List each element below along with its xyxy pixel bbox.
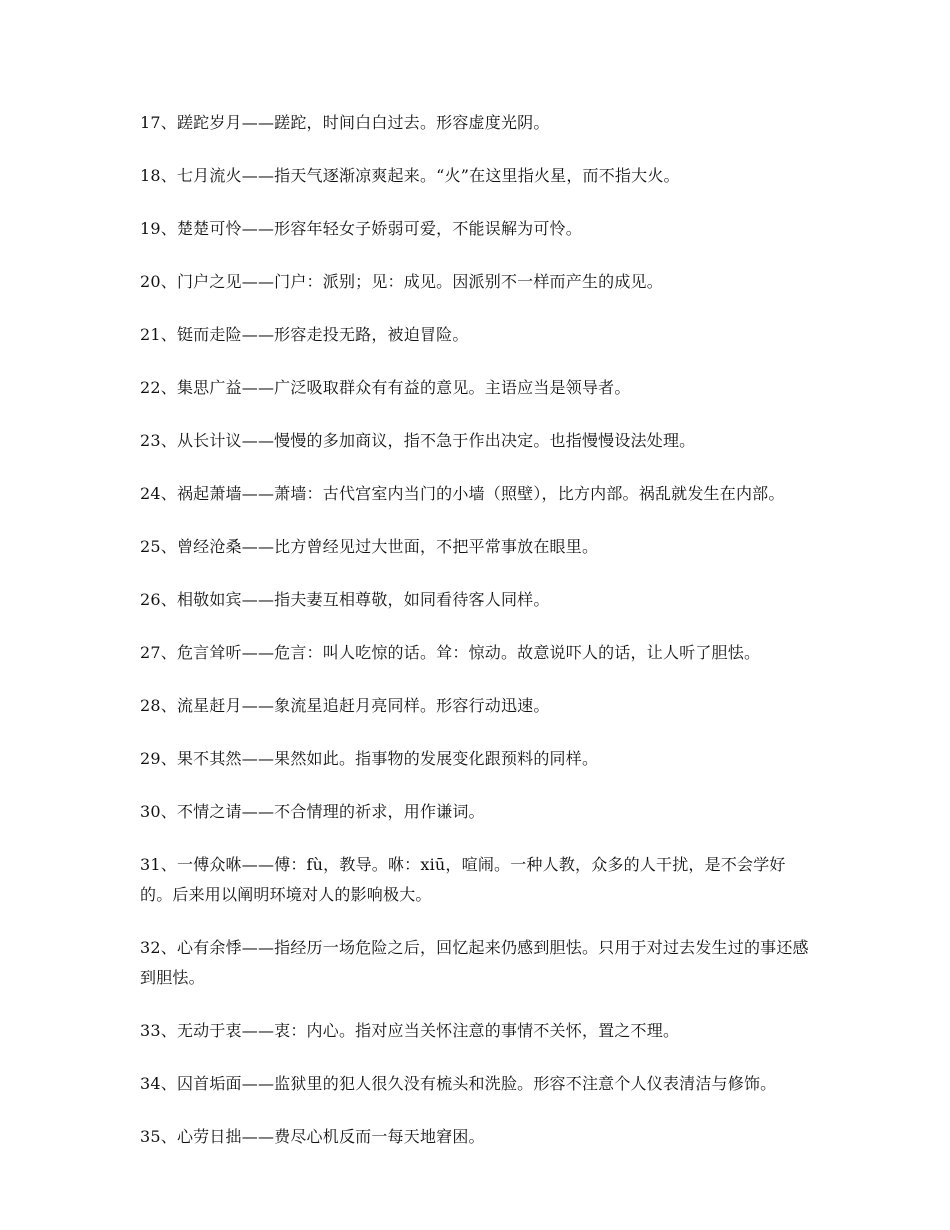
- idiom-entry-18: 18、七月流火——指天气逐渐凉爽起来。“火”在这里指火星，而不指大火。: [140, 166, 680, 185]
- idiom-entry-27: 27、危言耸听——危言：叫人吃惊的话。耸：惊动。故意说吓人的话，让人听了胆怯。: [140, 643, 761, 662]
- idiom-entry-17: 17、蹉跎岁月——蹉跎，时间白白过去。形容虚度光阴。: [140, 113, 550, 132]
- idiom-entry-21: 21、铤而走险——形容走投无路，被迫冒险。: [140, 325, 469, 344]
- idiom-entry-26: 26、相敬如宾——指夫妻互相尊敬，如同看待客人同样。: [140, 590, 550, 609]
- idiom-entry-19: 19、楚楚可怜——形容年轻女子娇弱可爱，不能误解为可怜。: [140, 219, 582, 238]
- idiom-list: [140, 108, 812, 1175]
- idiom-entry-24: 24、祸起萧墙——萧墙：古代宫室内当门的小墙（照壁），比方内部。祸乱就发生在内部。: [140, 484, 785, 503]
- idiom-entry-22: 22、集思广益——广泛吸取群众有有益的意见。主语应当是领导者。: [140, 378, 631, 397]
- idiom-entry-32: 32、心有余悸——指经历一场危险之后，回忆起来仍感到胆怯。只用于对过去发生过的事还感到胆怯。: [140, 938, 809, 987]
- idiom-entry-20: 20、门户之见——门户：派别；见：成见。因派别不一样而产生的成见。: [140, 272, 663, 291]
- idiom-entry-33: 33、无动于衷——衷：内心。指对应当关怀注意的事情不关怀，置之不理。: [140, 1021, 680, 1040]
- idiom-entry-23: 23、从长计议——慢慢的多加商议，指不急于作出决定。也指慢慢设法处理。: [140, 431, 696, 450]
- idiom-entry-35: 35、心劳日拙——费尽心机反而一每天地窘困。: [140, 1127, 485, 1146]
- idiom-entry-28: 28、流星赶月——象流星追赶月亮同样。形容行动迅速。: [140, 696, 550, 715]
- idiom-entry-31: 31、一傅众咻——傅：fù，教导。咻：xiū，喧闹。一种人教，众多的人干扰，是不会学好的。后来用以阐明环境对人的影响极大。: [140, 855, 786, 904]
- idiom-entry-34: 34、囚首垢面——监狱里的犯人很久没有梳头和洗脸。形容不注意个人仪表清洁与修饰。: [140, 1074, 777, 1093]
- idiom-entry-25: 25、曾经沧桑——比方曾经见过大世面，不把平常事放在眼里。: [140, 537, 599, 556]
- idiom-entry-30: 30、不情之请——不合情理的祈求，用作谦词。: [140, 802, 485, 821]
- idiom-entry-29: 29、果不其然——果然如此。指事物的发展变化跟预料的同样。: [140, 749, 599, 768]
